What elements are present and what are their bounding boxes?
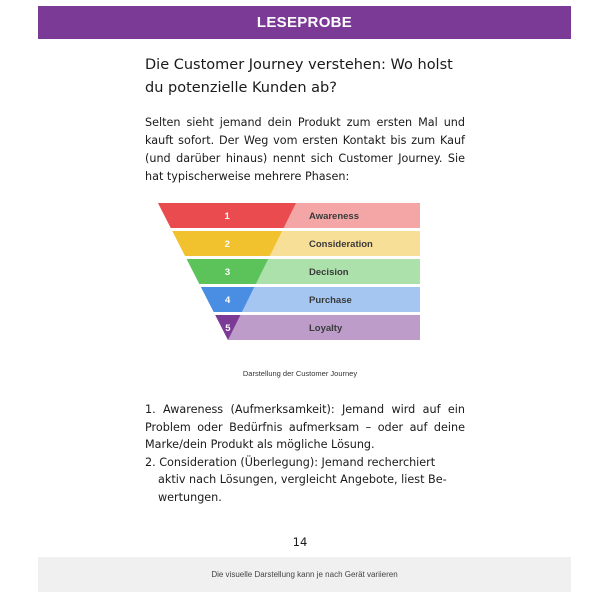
funnel-stage-label: Loyalty bbox=[309, 323, 343, 334]
customer-journey-funnel bbox=[158, 203, 420, 343]
figure-caption: Darstellung der Customer Journey bbox=[242, 369, 358, 378]
funnel-stage-number: 5 bbox=[225, 323, 231, 334]
banner-label: LESEPROBE bbox=[256, 14, 353, 31]
funnel-stage-number: 2 bbox=[224, 239, 230, 250]
list-item-continuation: aktiv nach Lösungen, vergleicht Angebote, liest Bewertungen. bbox=[158, 473, 447, 504]
intro-paragraph: Selten sieht jemand dein Produkt zum ersten Mal und kauft sofort. Der Weg vom ersten Kontakt bis zum Kauf (und darüber hinaus) nennt sich Customer Journey. Sie hat typischerweise mehrere Phasen: bbox=[145, 116, 465, 183]
list-item-text: 1. Awareness (Aufmerksamkeit): Jemand wird auf ein Problem oder Bedürfnis aufmerksam – oder auf deine Marke/dein Produkt als mögliche Lösung. bbox=[145, 403, 465, 451]
list-item bbox=[145, 401, 465, 454]
list-item bbox=[145, 454, 465, 507]
funnel-stage-number: 1 bbox=[224, 211, 230, 222]
funnel-stage-label: Purchase bbox=[309, 295, 352, 306]
section-heading: Die Customer Journey verstehen: Wo holst du potenzielle Kunden ab? bbox=[145, 57, 453, 96]
funnel-stage-label: Decision bbox=[309, 267, 349, 278]
funnel-stage-label: Awareness bbox=[309, 211, 359, 222]
funnel-stage-number: 3 bbox=[224, 267, 231, 278]
footer-note: Die visuelle Darstellung kann je nach Gerät variieren bbox=[211, 570, 398, 579]
phase-list bbox=[145, 401, 465, 506]
funnel-stage-label: Consideration bbox=[309, 239, 373, 250]
funnel-stage-number: 4 bbox=[225, 295, 231, 306]
text-content bbox=[145, 54, 465, 186]
page-number: 14 bbox=[292, 535, 308, 549]
leseprobe-banner bbox=[38, 6, 571, 39]
list-item-text: 2. Consideration (Überlegung): Jemand recherchiert bbox=[145, 455, 436, 469]
footer-bar bbox=[38, 557, 571, 592]
